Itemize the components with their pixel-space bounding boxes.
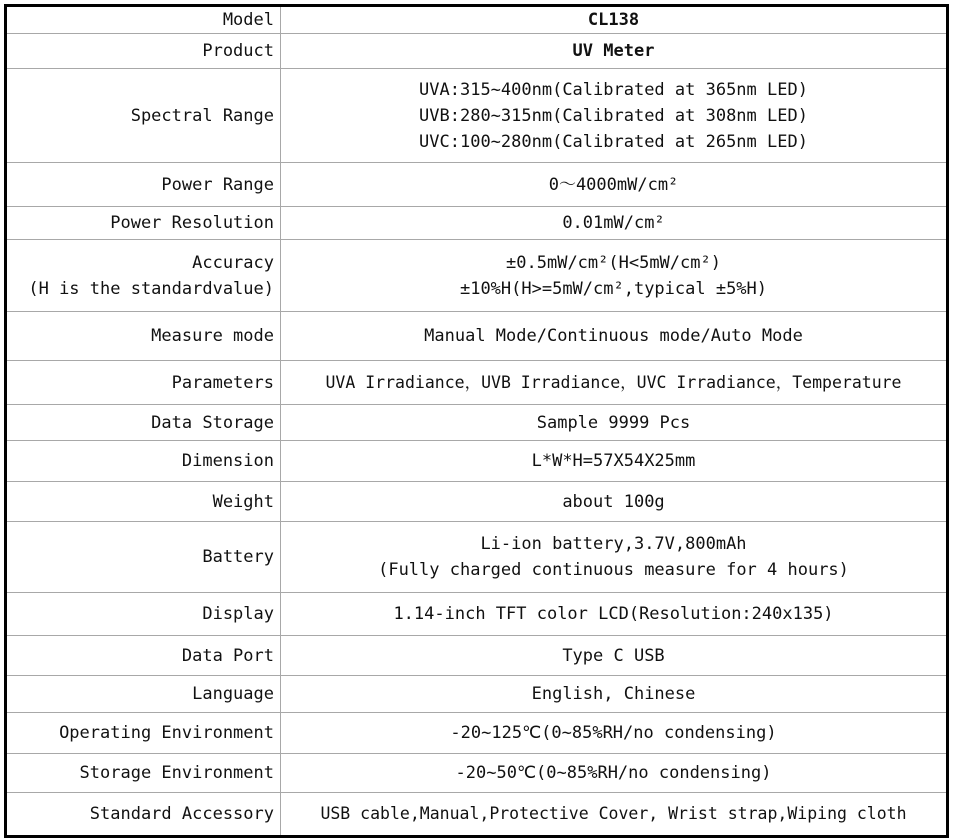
table-row [6, 405, 948, 441]
table-row [6, 240, 948, 312]
row-label-text: Data Port [181, 645, 274, 666]
table-row [6, 793, 948, 837]
row-label-text: Storage Environment [79, 763, 274, 783]
row-value [281, 754, 948, 793]
row-value [281, 361, 948, 405]
table-row [6, 361, 948, 405]
row-label-text: Product [202, 41, 274, 61]
row-label [6, 163, 281, 207]
row-label [6, 593, 281, 636]
row-value [281, 522, 948, 593]
table-row [6, 593, 948, 636]
table-row [6, 441, 948, 482]
row-label-text: Power Resolution [110, 213, 274, 233]
row-label [6, 240, 281, 312]
row-value [281, 405, 948, 441]
row-label-text: Operating Environment [59, 723, 274, 743]
row-label [6, 405, 281, 441]
row-label-text: Parameters [171, 372, 274, 393]
row-label-text: Accuracy [192, 252, 274, 273]
row-label-text: Model [222, 10, 274, 30]
row-value-text: UVA Irradiance，UVB Irradiance，UVC Irradiance，Temperature [325, 372, 902, 392]
row-value-text: English, Chinese [531, 684, 696, 704]
row-value-text: L*W*H=57X54X25mm [531, 451, 696, 471]
row-label [6, 312, 281, 361]
row-label-text: Weight [212, 491, 274, 512]
row-value-text: UVC:100~280nm(Calibrated at 265nm LED) [419, 131, 808, 152]
row-label-text: Measure mode [151, 326, 274, 346]
row-value [281, 6, 948, 34]
row-label [6, 636, 281, 676]
row-value-text: Type C USB [562, 645, 665, 666]
row-value [281, 207, 948, 240]
row-value-text: UVB:280~315nm(Calibrated at 308nm LED) [419, 105, 808, 126]
row-value [281, 676, 948, 713]
table-row [6, 163, 948, 207]
table-row [6, 676, 948, 713]
row-label-text: Spectral Range [130, 105, 274, 126]
row-value-text: about 100g [562, 491, 665, 512]
row-label [6, 482, 281, 522]
row-label-text: Data Storage [151, 412, 274, 433]
row-label-text: Battery [202, 547, 274, 567]
table-row [6, 482, 948, 522]
table-row [6, 207, 948, 240]
row-value-text: Sample 9999 Pcs [536, 412, 691, 433]
row-label [6, 754, 281, 793]
row-value-text: CL138 [587, 10, 640, 30]
row-value [281, 34, 948, 69]
row-value-text: Li-ion battery,3.7V,800mAh [480, 534, 747, 554]
row-label [6, 713, 281, 754]
row-value-text: 1.14-inch TFT color LCD(Resolution:240x135) [393, 604, 834, 624]
table-row [6, 34, 948, 69]
table-row [6, 69, 948, 163]
row-label [6, 522, 281, 593]
table-row [6, 6, 948, 34]
row-value [281, 163, 948, 207]
row-label-text: (H is the standardvalue) [28, 278, 274, 299]
table-row [6, 312, 948, 361]
row-label-text: Display [202, 604, 274, 624]
row-value-text: ±0.5mW/cm²(H<5mW/cm²) [506, 252, 721, 273]
row-label [6, 34, 281, 69]
row-value-text: UVA:315~400nm(Calibrated at 365nm LED) [419, 79, 808, 100]
table-row [6, 636, 948, 676]
row-value [281, 69, 948, 163]
row-value-text: Manual Mode/Continuous mode/Auto Mode [424, 326, 803, 346]
row-label [6, 6, 281, 34]
row-value-text: ±10%H(H>=5mW/cm²,typical ±5%H) [459, 278, 768, 299]
row-value [281, 636, 948, 676]
row-value-text: 0～4000mW/cm² [548, 174, 679, 195]
row-label-text: Dimension [181, 451, 274, 471]
row-label [6, 793, 281, 837]
row-value [281, 793, 948, 837]
row-label [6, 207, 281, 240]
row-value-text: 0.01mW/cm² [562, 213, 665, 233]
table-row [6, 522, 948, 593]
table-row [6, 754, 948, 793]
row-label [6, 676, 281, 713]
row-label-text: Power Range [161, 174, 274, 195]
row-value [281, 482, 948, 522]
row-value [281, 240, 948, 312]
row-value [281, 593, 948, 636]
row-label [6, 69, 281, 163]
row-value-text: -20~125℃(0~85%RH/no condensing) [450, 723, 777, 743]
row-label-text: Standard Accessory [89, 804, 274, 824]
row-value-text: USB cable,Manual,Protective Cover, Wrist strap,Wiping cloth [320, 804, 907, 823]
table-row [6, 713, 948, 754]
row-value-text: UV Meter [572, 41, 655, 61]
row-value-text: (Fully charged continuous measure for 4 hours) [378, 560, 849, 580]
row-value [281, 713, 948, 754]
row-label [6, 361, 281, 405]
row-value [281, 441, 948, 482]
row-value-text: -20~50℃(0~85%RH/no condensing) [455, 763, 772, 783]
row-label [6, 441, 281, 482]
spec-table [4, 4, 949, 838]
row-label-text: Language [192, 684, 274, 704]
row-value [281, 312, 948, 361]
